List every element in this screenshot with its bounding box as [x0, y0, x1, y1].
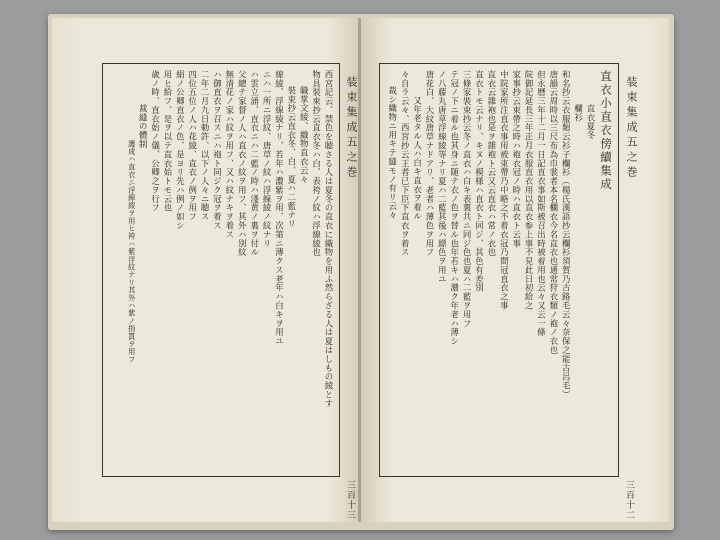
- left-page-number: 三百十三: [345, 480, 355, 520]
- left-text-column: 裁縫の體制: [138, 104, 149, 149]
- left-text-column: 護成ハ直衣ニ浮線綾ヲ用ヒ袴ハ紫浮紋ナリ其外ハ紫ノ指貫ヲ用フ: [127, 140, 137, 364]
- right-text-column: 中院家所注直衣事用被束帶乃中略之不着衣冠乃間冠直衣之事: [499, 70, 510, 311]
- right-text-body: [384, 70, 614, 470]
- right-margin-title: 装束集成五之巻: [625, 76, 638, 181]
- right-text-column: テ冠ノ下ニ着ル也其身ニ随テ衣ノ色ヲ替ル也年若キハ濃ク年老ハ薄シ: [449, 70, 460, 346]
- left-text-column: 絹ノ公卿直衣ノ色、是ヨリ先ハ例ノ如シ: [175, 70, 186, 231]
- right-page-number: 三百十二: [624, 480, 634, 520]
- right-text-column: 又年老タル人ハ白キ直衣ヲ着ル: [412, 96, 423, 221]
- right-text-column: 唐花白、大紋唐草ナドアリ、老者ハ薄色ヲ用フ: [424, 70, 435, 257]
- right-text-column: 但永曆三年十二月一日記直衣事如斯被召出時被着用也云々又云一條: [536, 70, 547, 337]
- left-text-column: ハ御直衣ヲ召スニハ袍ト同ジク冠ヲ着ス: [212, 70, 223, 231]
- left-margin-title: 装束集成五之巻: [345, 76, 358, 181]
- right-text-column: 々自ラ云々、西宮抄云王者已下臣下直衣ヲ着ス: [400, 70, 411, 257]
- right-text-column: ノ八藤丸唐草浮線綾等ナリ夏ハ二藍其後ハ縹色ヲ用ユ: [437, 70, 448, 284]
- right-text-column: 直衣夏冬: [586, 104, 596, 140]
- left-text-column: 無清花ノ家ハ紋ヲ用フ、又ハ紋ナキヲ着ス: [224, 70, 235, 239]
- right-text-column: 唐韻云周時以三尺布為巾裳者本名欄衣今名直衣也通常狩衣類ノ袍ノ衣也: [548, 70, 559, 355]
- left-text-column: 職掌文綾、織物直衣云々: [299, 86, 310, 184]
- left-text-column: ニハ一所ニ浮紋、唐草ノ紋ハ浮線綾ノ紋ナリ: [262, 70, 273, 248]
- right-text-column: 院御記延長三年正月衣服直衣用以直衣参上事不見此日初給之: [524, 70, 535, 311]
- left-text-column: 歳ノ時、直衣始ノ儀、公卿之ヲ行フ: [150, 70, 161, 213]
- right-text-column: 直衣小直衣傍續集成: [599, 70, 613, 192]
- left-text-column: 西宮記云、禁色を聴さる人は夏冬の直衣に織物を用ふ然らざる人は夏はしもの綾とす: [324, 70, 334, 408]
- left-text-column: 父總テ家督ノ人ハ直衣ノ紋ヲ用フ、其外ハ別紋: [237, 70, 248, 257]
- right-text-column: 直衣トモ云ナリ、キヌノ模様ハ直衣ト同ジ、其色有差別: [474, 70, 485, 293]
- left-text-body: [107, 70, 335, 470]
- left-text-column: ハ雲立涌、直衣ニハ二藍ノ時ハ淺黄ノ裏ヲ付ル: [249, 70, 260, 257]
- right-text-column: 和名抄云衣服類云衫子欄衫（楊氏漢語抄云欄衫須賀乃古路毛云々奈保之能古呂毛）: [561, 70, 572, 399]
- right-text-column: 三條家裝束抄云冬ノ直衣ハ白キ表裏共ニ同ジ色也夏ハ二藍ヲ用フ: [462, 70, 473, 328]
- left-text-column: 線綾、浮線綾ナリ、若年ハ濃紫ヲ用、次第ニ薄クス老年ハ白キヲ用ユ: [274, 70, 285, 346]
- left-text-frame: [102, 63, 340, 477]
- right-text-column: 家事抄云束帶之時ハ袍衣冠ノ時ハ直衣ト云事: [511, 70, 522, 248]
- left-text-column: 二年二月九日勅許、以下ノ人々ニ聴ス: [200, 70, 211, 222]
- right-text-column: 欄衫: [573, 104, 584, 122]
- right-text-column: 裁シ織物ニ用キテ縫モノ有リ云々: [387, 86, 398, 220]
- left-page: [52, 18, 359, 522]
- right-page: [361, 18, 669, 522]
- left-text-column: 物具裝束抄云直衣冬ハ白、表袴ノ紋ハ浮線綾也: [311, 70, 322, 257]
- left-text-column: 裝束抄云直衣冬、白、夏ハ二藍ナリ: [286, 86, 297, 229]
- right-text-frame: [379, 63, 619, 477]
- left-text-column: 四位五位ノ人ハ花綾、直衣ノ例ヲ用フ: [187, 70, 198, 222]
- right-text-column: 直衣云雜袍也是ヲ雜袍ト云又云直衣ハ常ノ衣也: [486, 70, 497, 257]
- left-text-column: 用ヒ給フ、是ヲ以テ直衣始トモ云也: [162, 70, 173, 213]
